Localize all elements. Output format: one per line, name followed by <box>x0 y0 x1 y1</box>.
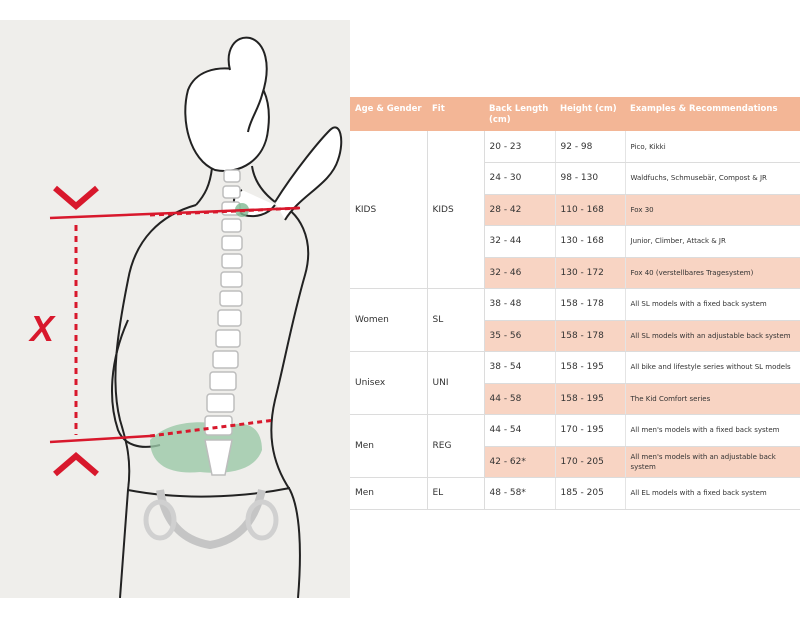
back-length-cell: 44 - 54 <box>484 415 555 447</box>
header-height: Height (cm) <box>555 97 625 131</box>
example-cell: Waldfuchs, Schmusebär, Compost & JR <box>625 163 800 195</box>
example-cell: The Kid Comfort series <box>625 383 800 415</box>
back-length-cell: 38 - 48 <box>484 289 555 321</box>
measure-label: X <box>30 308 55 349</box>
back-length-cell: 32 - 44 <box>484 226 555 258</box>
table-row <box>350 415 800 447</box>
back-length-cell: 28 - 42 <box>484 194 555 226</box>
fit-cell: UNI <box>427 352 484 415</box>
example-cell: Pico, Kikki <box>625 131 800 163</box>
table-row <box>350 478 800 510</box>
header-examples: Examples & Recommendations <box>625 97 800 131</box>
example-cell: Fox 30 <box>625 194 800 226</box>
top-chevron-icon <box>55 188 97 206</box>
height-cell: 158 - 178 <box>555 289 625 321</box>
height-cell: 158 - 195 <box>555 352 625 384</box>
height-cell: 130 - 168 <box>555 226 625 258</box>
gender-cell: KIDS <box>350 131 427 289</box>
height-cell: 158 - 195 <box>555 383 625 415</box>
table-body <box>350 131 800 509</box>
example-cell: All SL models with a fixed back system <box>625 289 800 321</box>
example-cell: Junior, Climber, Attack & JR <box>625 226 800 258</box>
bottom-chevron-icon <box>55 456 97 474</box>
back-length-cell: 32 - 46 <box>484 257 555 289</box>
table-row <box>350 131 800 163</box>
example-cell: All men's models with a fixed back system <box>625 415 800 447</box>
back-length-cell: 44 - 58 <box>484 383 555 415</box>
example-cell: Fox 40 (verstellbares Tragesystem) <box>625 257 800 289</box>
height-cell: 170 - 205 <box>555 446 625 478</box>
example-cell: All men's models with an adjustable back system <box>625 446 800 478</box>
height-cell: 185 - 205 <box>555 478 625 510</box>
header-fit: Fit <box>427 97 484 131</box>
back-length-cell: 35 - 56 <box>484 320 555 352</box>
header-back-length: Back Length (cm) <box>484 97 555 131</box>
height-cell: 130 - 172 <box>555 257 625 289</box>
table-row <box>350 352 800 384</box>
fit-cell: EL <box>427 478 484 510</box>
height-cell: 158 - 178 <box>555 320 625 352</box>
gender-cell: Unisex <box>350 352 427 415</box>
table-row <box>350 289 800 321</box>
back-length-cell: 42 - 62* <box>484 446 555 478</box>
example-cell: All SL models with an adjustable back system <box>625 320 800 352</box>
fit-cell: SL <box>427 289 484 352</box>
header-gender: Age & Gender <box>350 97 427 131</box>
gender-cell: Women <box>350 289 427 352</box>
table-header-row <box>350 97 800 131</box>
fit-cell: KIDS <box>427 131 484 289</box>
back-length-cell: 38 - 54 <box>484 352 555 384</box>
height-cell: 98 - 130 <box>555 163 625 195</box>
size-table <box>350 97 800 510</box>
back-length-cell: 20 - 23 <box>484 131 555 163</box>
back-length-cell: 24 - 30 <box>484 163 555 195</box>
example-cell: All EL models with a fixed back system <box>625 478 800 510</box>
back-length-cell: 48 - 58* <box>484 478 555 510</box>
height-cell: 170 - 195 <box>555 415 625 447</box>
fit-cell: REG <box>427 415 484 478</box>
gender-cell: Men <box>350 415 427 478</box>
height-cell: 92 - 98 <box>555 131 625 163</box>
example-cell: All bike and lifestyle series without SL models <box>625 352 800 384</box>
back-length-illustration <box>0 20 350 598</box>
height-cell: 110 - 168 <box>555 194 625 226</box>
gender-cell: Men <box>350 478 427 510</box>
